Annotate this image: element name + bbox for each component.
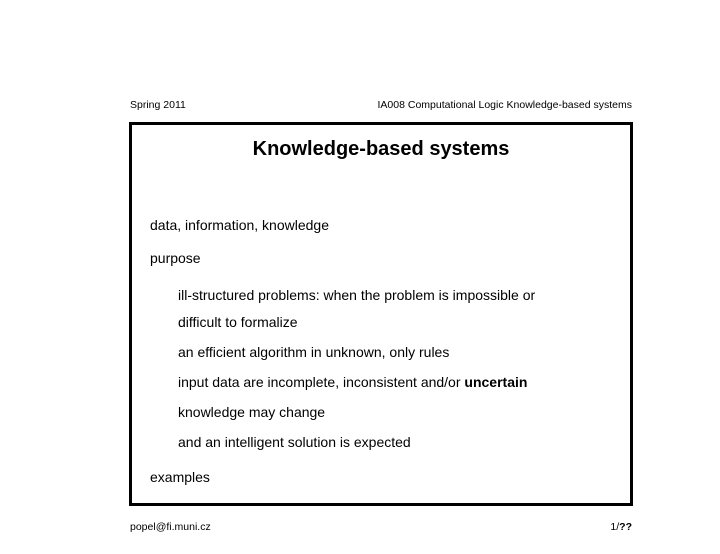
slide-title: Knowledge-based systems xyxy=(252,138,510,160)
slide-frame xyxy=(129,122,633,506)
subitem-efficient-algorithm: an efficient algorithm in unknown, only rules xyxy=(178,344,450,360)
item-purpose: purpose xyxy=(150,250,201,266)
subitem-input-data xyxy=(178,374,527,390)
page-current: 1/ xyxy=(610,521,620,533)
page-total: ?? xyxy=(619,521,632,533)
footer-email: popel@fi.muni.cz xyxy=(130,521,211,533)
item-data-information-knowledge: data, information, knowledge xyxy=(150,217,329,233)
subitem-ill-structured-line1: ill-structured problems: when the problem is impossible or xyxy=(178,287,536,303)
subitem-knowledge-change: knowledge may change xyxy=(178,404,326,420)
subitem-ill-structured-line2: difficult to formalize xyxy=(178,314,298,330)
header-date: Spring 2011 xyxy=(130,99,186,111)
item-examples: examples xyxy=(150,469,210,485)
subitem-intelligent-solution: and an intelligent solution is expected xyxy=(178,434,411,450)
emphasis-uncertain: uncertain xyxy=(464,374,528,390)
footer-page-number xyxy=(610,521,632,533)
header-course-title: IA008 Computational Logic Knowledge-based systems xyxy=(377,99,632,111)
subitem-input-data-text: input data are incomplete, inconsistent and/or xyxy=(178,374,465,390)
